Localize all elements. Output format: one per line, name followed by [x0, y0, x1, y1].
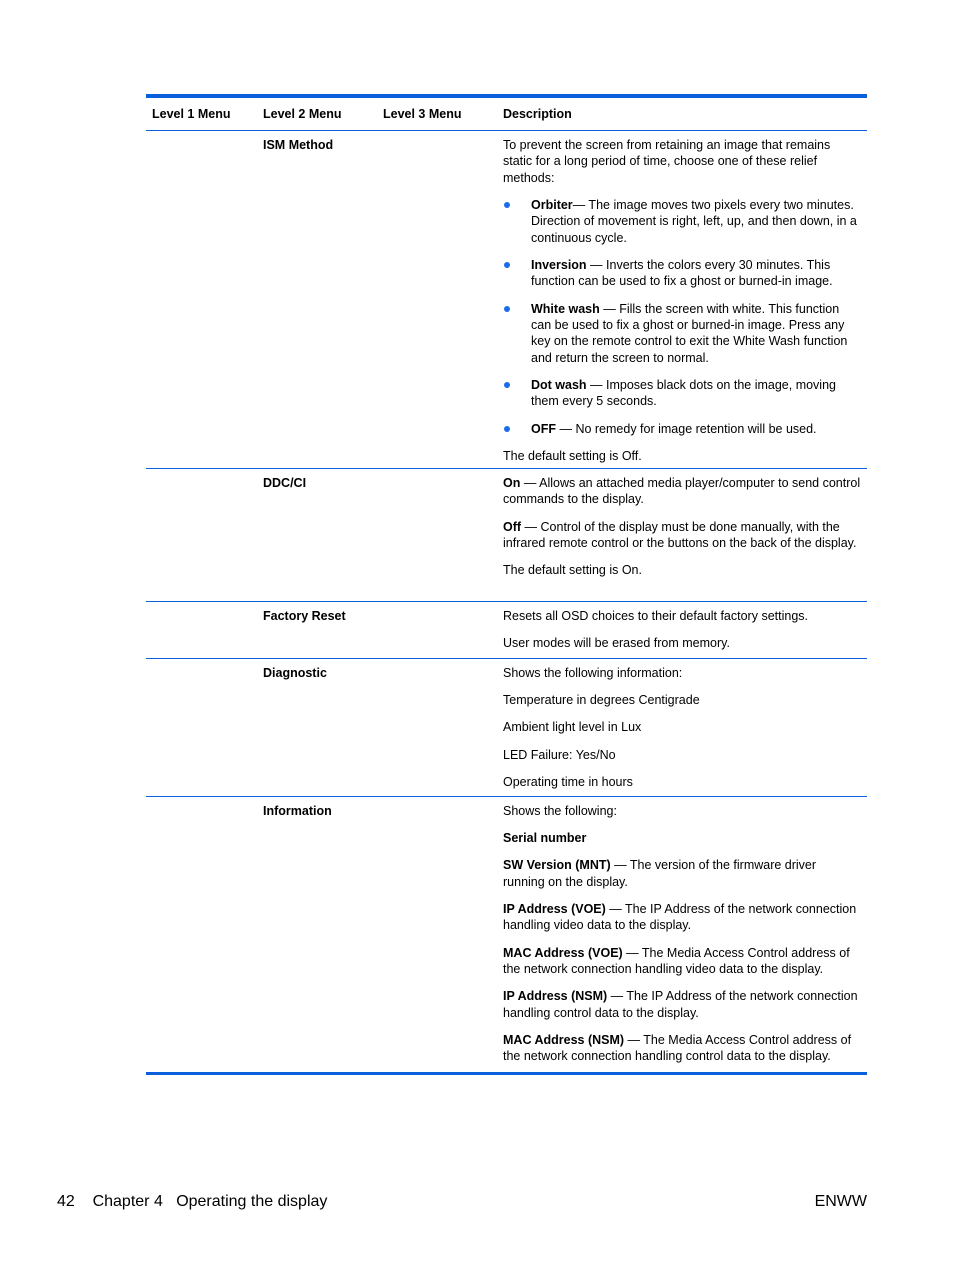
description-factory-reset: Resets all OSD choices to their default factory settings. User modes will be erased from memory.: [503, 609, 808, 651]
table-bottom-rule: [146, 1072, 867, 1075]
list-item: IP Address (VOE) — The IP Address of the network connection handling video data to the display.: [503, 902, 857, 933]
list-item: White wash — Fills the screen with white. This function can be used to fix a ghost or burned-in image. Press any key on the remote control to exit the White Wash function and return the screen to normal.: [503, 301, 861, 367]
table-row-diagnostic: [146, 659, 867, 797]
chapter-label: Chapter 4: [92, 1193, 163, 1210]
page-footer-right: ENWW: [814, 1193, 867, 1210]
bullet-icon: [504, 262, 510, 268]
list-item: Dot wash — Imposes black dots on the image, moving them every 5 seconds.: [503, 377, 861, 410]
level2-ddc-ci: DDC/CI: [263, 476, 307, 490]
table-header-row: [146, 98, 867, 131]
ddc-off: Off — Control of the display must be done manually, with the infrared remote control or the buttons on the back of the display.: [503, 519, 857, 551]
list-item: Inversion — Inverts the colors every 30 minutes. This function can be used to fix a ghost or burned-in image.: [503, 257, 861, 290]
list-item: OFF — No remedy for image retention will be used.: [503, 421, 861, 437]
ddc-on: On — Allows an attached media player/computer to send control commands to the display.: [503, 476, 861, 507]
bullet-icon: [504, 202, 510, 208]
table-row-ddc-ci: [146, 469, 867, 602]
bullet-icon: [504, 306, 510, 312]
list-item: SW Version (MNT) — The version of the firmware driver running on the display.: [503, 858, 817, 889]
description-diagnostic: Shows the following information: Temperature in degrees Centigrade Ambient light level in Lux LED Failure: Yes/No Operating time in hours: [503, 666, 700, 789]
table-row-ism-method: [146, 131, 867, 469]
level2-factory-reset: Factory Reset: [263, 609, 346, 623]
description-ism-method: [503, 131, 867, 468]
list-item: MAC Address (VOE) — The Media Access Control address of the network connection handling video data to the display.: [503, 945, 850, 977]
table-row-factory-reset: [146, 602, 867, 659]
description-ddc-ci: [503, 469, 867, 601]
ism-default: The default setting is Off.: [503, 448, 642, 463]
bullet-icon: [504, 382, 510, 388]
list-item: Orbiter— The image moves two pixels every two minutes. Direction of movement is right, left, up, and then down, in a continuous cycle.: [503, 197, 861, 246]
header-level1: Level 1 Menu: [152, 107, 231, 121]
header-level2: Level 2 Menu: [263, 107, 342, 121]
level2-information: Information: [263, 804, 332, 818]
table-row-information: [146, 797, 867, 1072]
ism-bullet-list: [503, 197, 861, 437]
osd-menu-table: [146, 94, 867, 1075]
list-item: IP Address (NSM) — The IP Address of the network connection handling control data to the display.: [503, 989, 858, 1020]
page-number: 42: [57, 1193, 75, 1210]
header-description: Description: [503, 107, 572, 121]
level2-ism-method: ISM Method: [263, 138, 334, 152]
ism-intro: To prevent the screen from retaining an image that remains static for a long period of time, choose one of these relief methods:: [503, 138, 831, 185]
bullet-icon: [504, 426, 510, 432]
chapter-title: Operating the display: [176, 1193, 328, 1210]
level2-diagnostic: Diagnostic: [263, 666, 327, 680]
description-information: Shows the following: Serial number SW Version (MNT) — The version of the firmware driver running on the display. IP Address (VOE) — The IP Address of the network connection handling video data to the display. MAC Address (VOE) — The Media Access Control address of the network connection handling video data to the display. IP Address (NSM) — The IP Address of the network connection handling control data to the display. MAC Address (NSM) — The Media Access Control address of the network connection handling control data to the display.: [503, 797, 867, 1072]
list-item: MAC Address (NSM) — The Media Access Control address of the network connection handling control data to the display.: [503, 1032, 852, 1064]
page-footer-left: [57, 1192, 327, 1212]
header-level3: Level 3 Menu: [383, 107, 462, 121]
ddc-default: The default setting is On.: [503, 563, 642, 578]
